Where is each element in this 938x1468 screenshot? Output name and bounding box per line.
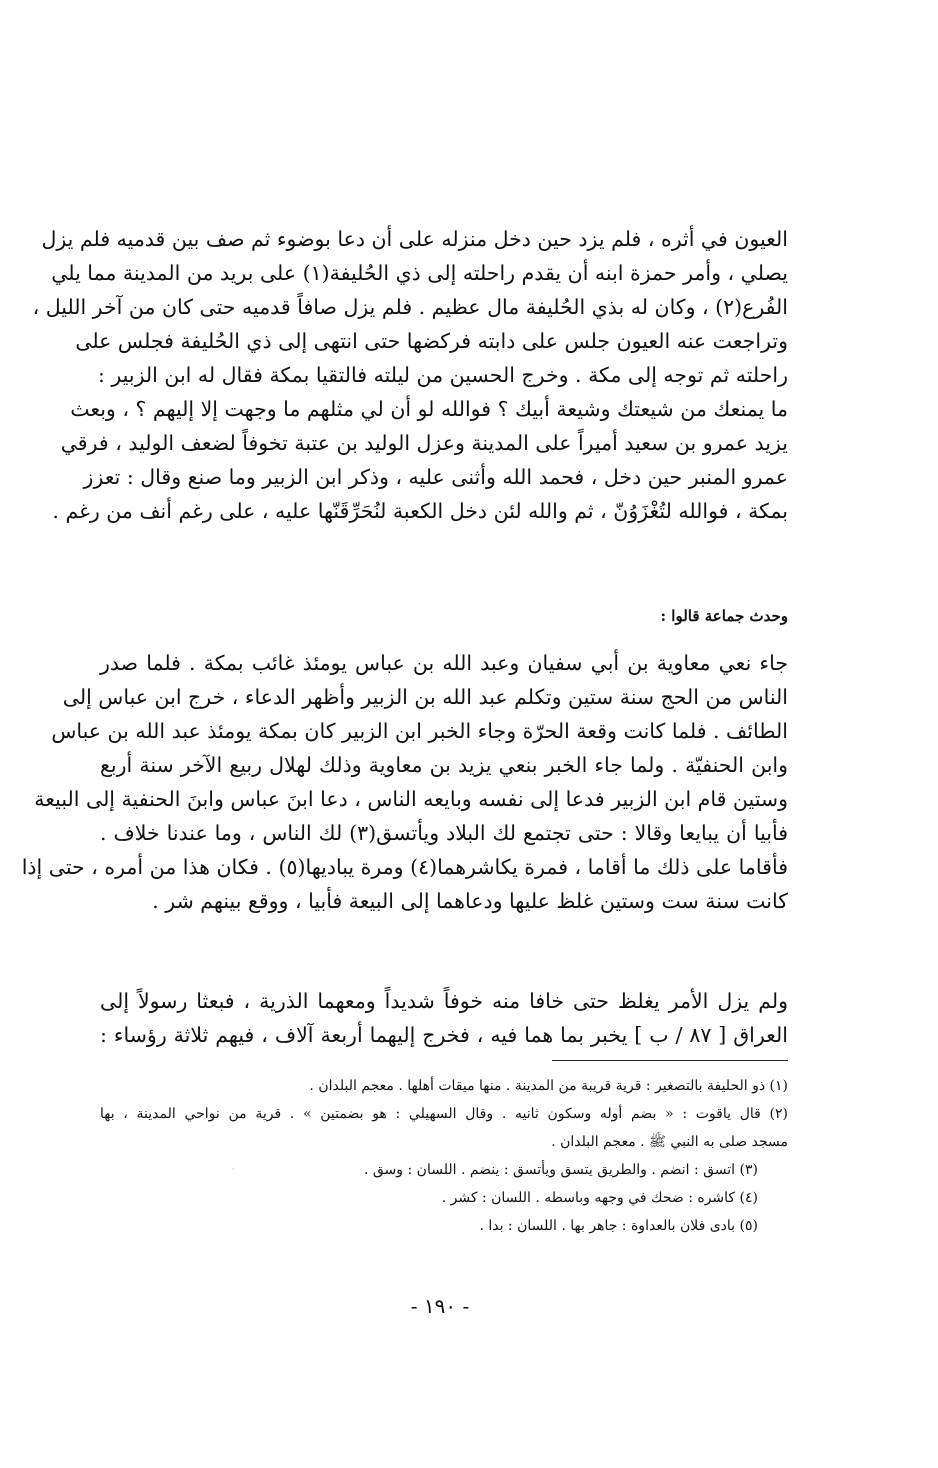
text-line: بمكة ، فوالله لتُغْزَوُنّ ، ثم والله لئن دخل الكعبة لنُحَرِّقَنّها عليه ، على رغم أنف من رغم .	[52, 499, 788, 523]
text-line: الفُرع(٢) ، وكان له بذي الحُليفة مال عظيم . فلم يزل صافاً قدميه حتى كان من آخر الليل ،	[32, 295, 788, 319]
text-line: وتراجعت عنه العيون جلس على دابته فركضها حتى انتهى إلى ذي الحُليفة فجلس على	[75, 329, 788, 353]
text-line: كانت سنة ست وستين غلظ عليها ودعاهما إلى البيعة فأبيا ، ووقع بينهم شر .	[152, 889, 788, 913]
footnote: (٢) قال ياقوت : « بضم أوله وسكون ثانيه . وقال السهيلي : هو بضمتين » . قرية من نواحي المدينة ، بها	[100, 1106, 788, 1122]
paragraph-2	[21, 646, 789, 918]
text-line: ولم يزل الأمر يغلظ حتى خافا منه خوفاً شديداً ومعهما الذرية ، فبعثا رسولاً إلى	[100, 989, 788, 1013]
text-line: الناس من الحج سنة ستين وتكلم عبد الله بن الزبير وأظهر الدعاء ، خرج ابن عباس إلى	[62, 685, 788, 709]
text-line: فأبيا أن يبايعا وقالا : حتى تجتمع لك البلاد ويأتسق(٣) لك الناس ، وما عندنا خلاف .	[100, 821, 789, 845]
text-line: الطائف . فلما كانت وقعة الحرّة وجاء الخبر ابن الزبير كان بمكة يومئذ عبد الله بن عباس	[51, 719, 788, 743]
footnote-continuation: مسجد صلى به النبي ﷺ . معجم البلدان .	[551, 1134, 788, 1150]
text-line: العراق [ ٨٧ / ب ] يخبر بما هما فيه ، فخرج إليهما أربعة آلاف ، فيهم ثلاثة رؤساء :	[100, 1023, 788, 1047]
footnotes	[100, 1072, 788, 1240]
text-line: العيون في أثره ، فلم يزد حين دخل منزله على أن دعا بوضوء ثم صف بين قدميه فلم يزل	[41, 227, 788, 251]
text-line: وستين قام ابن الزبير فدعا إلى نفسه وبايعه الناس ، دعا ابنَ عباس وابنَ الحنفية إلى البيعة	[34, 787, 788, 811]
paragraph-1	[32, 222, 788, 528]
section-subheading: وحدث جماعة قالوا :	[660, 607, 788, 625]
text-line: ما يمنعك من شيعتك وشيعة أبيك ؟ فوالله لو أن لي مثلهم ما وجهت إلا إليهم ؟ ، وبعث	[70, 397, 788, 421]
text-line: جاء نعي معاوية بن أبي سفيان وعبد الله بن عباس يومئذ غائب بمكة . فلما صدر	[100, 651, 788, 675]
text-line: راحلته ثم توجه إلى مكة . وخرج الحسين من ليلته فالتقيا بمكة فقال له ابن الزبير :	[97, 363, 788, 387]
scan-speck: ·	[232, 1165, 235, 1174]
footnote: (١) ذو الحليفة بالتصغير : قرية قريبة من المدينة . منها ميقات أهلها . معجم البلدان .	[309, 1078, 788, 1094]
page-number: - ١٩٠ -	[410, 1294, 470, 1318]
text-line: فأقاما على ذلك ما أقاما ، فمرة يكاشرهما(٤) ومرة يباديها(٥) . فكان هذا من أمره ، حتى إذا	[21, 855, 788, 879]
footnote: (٤) كاشره : ضحك في وجهه وباسطه . اللسان : كشر .	[441, 1190, 758, 1206]
text-line: وابن الحنفيّة . ولما جاء الخبر بنعي يزيد بن معاوية وذلك لهلال ربيع الآخر سنة أربع	[100, 753, 788, 777]
text-line: عمرو المنبر حين دخل ، فحمد الله وأثنى عليه ، وذكر ابن الزبير وما صنع وقال : تعزز	[83, 465, 788, 489]
text-line: يصلي ، وأمر حمزة ابنه أن يقدم راحلته إلى ذي الحُليفة(١) على بريد من المدينة مما يلي	[51, 261, 788, 285]
footnote-divider	[552, 1060, 788, 1061]
footnote: (٥) بادى فلان بالعداوة : جاهر بها . اللسان : بدا .	[479, 1218, 758, 1234]
text-line: يزيد عمرو بن سعيد أميراً على المدينة وعزل الوليد بن عتبة تخوفاً لضعف الوليد ، فرقي	[60, 431, 788, 455]
footnote: (٣) اتسق : انضم . والطريق يتسق ويأتسق : ينضم . اللسان : وسق .	[363, 1162, 758, 1178]
paragraph-3	[100, 984, 788, 1052]
